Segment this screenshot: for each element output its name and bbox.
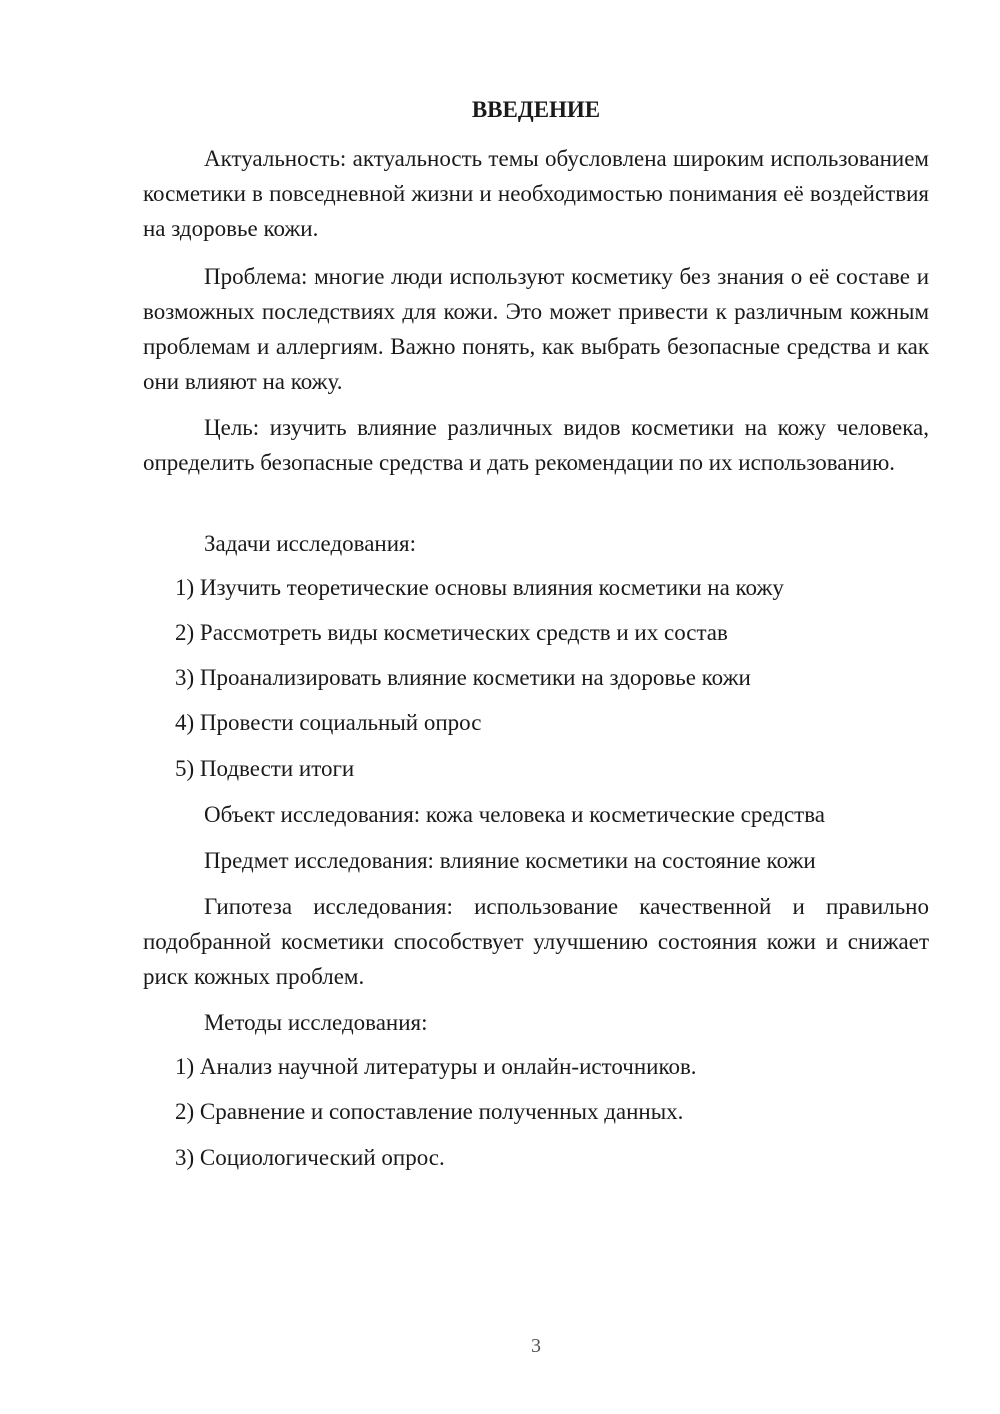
task-item: 3) Проанализировать влияние косметики на здоровье кожи bbox=[175, 665, 751, 690]
method-item: 3) Социологический опрос. bbox=[175, 1145, 445, 1170]
task-item: 4) Провести социальный опрос bbox=[175, 710, 482, 735]
research-subject: Предмет исследования: влияние косметики на состояние кожи bbox=[204, 848, 816, 873]
method-item: 2) Сравнение и сопоставление полученных данных. bbox=[175, 1099, 684, 1124]
research-object: Объект исследования: кожа человека и косметические средства bbox=[204, 802, 825, 827]
tasks-heading: Задачи исследования: bbox=[204, 531, 417, 556]
method-item: 1) Анализ научной литературы и онлайн-источников. bbox=[175, 1054, 697, 1079]
methods-heading: Методы исследования: bbox=[204, 1010, 428, 1035]
section-title: ВВЕДЕНИЕ bbox=[471, 97, 601, 122]
task-item: 2) Рассмотреть виды косметических средств и их состав bbox=[175, 620, 728, 645]
paragraph-goal: Цель: изучить влияние различных видов косметики на кожу человека, определить безопасные средства и дать рекомендации по их использованию. bbox=[143, 415, 929, 475]
paragraph-hypothesis: Гипотеза исследования: использование качественной и правильно подобранной косметики способствует улучшению состояния кожи и снижает риск кожных проблем. bbox=[143, 894, 929, 989]
task-item: 1) Изучить теоретические основы влияния косметики на кожу bbox=[175, 575, 784, 600]
task-item: 5) Подвести итоги bbox=[175, 756, 355, 781]
page-number: 3 bbox=[531, 1335, 541, 1357]
paragraph-problem: Проблема: многие люди используют косметику без знания о её составе и возможных последствиях для кожи. Это может привести к различным кожным проблемам и аллергиям. Важно понять, как выбрать безопасные средства и как они влияют на кожу. bbox=[143, 264, 929, 394]
paragraph-relevance: Актуальность: актуальность темы обусловлена широким использованием косметики в повседневной жизни и необходимостью понимания её воздействия на здоровье кожи. bbox=[143, 146, 929, 241]
